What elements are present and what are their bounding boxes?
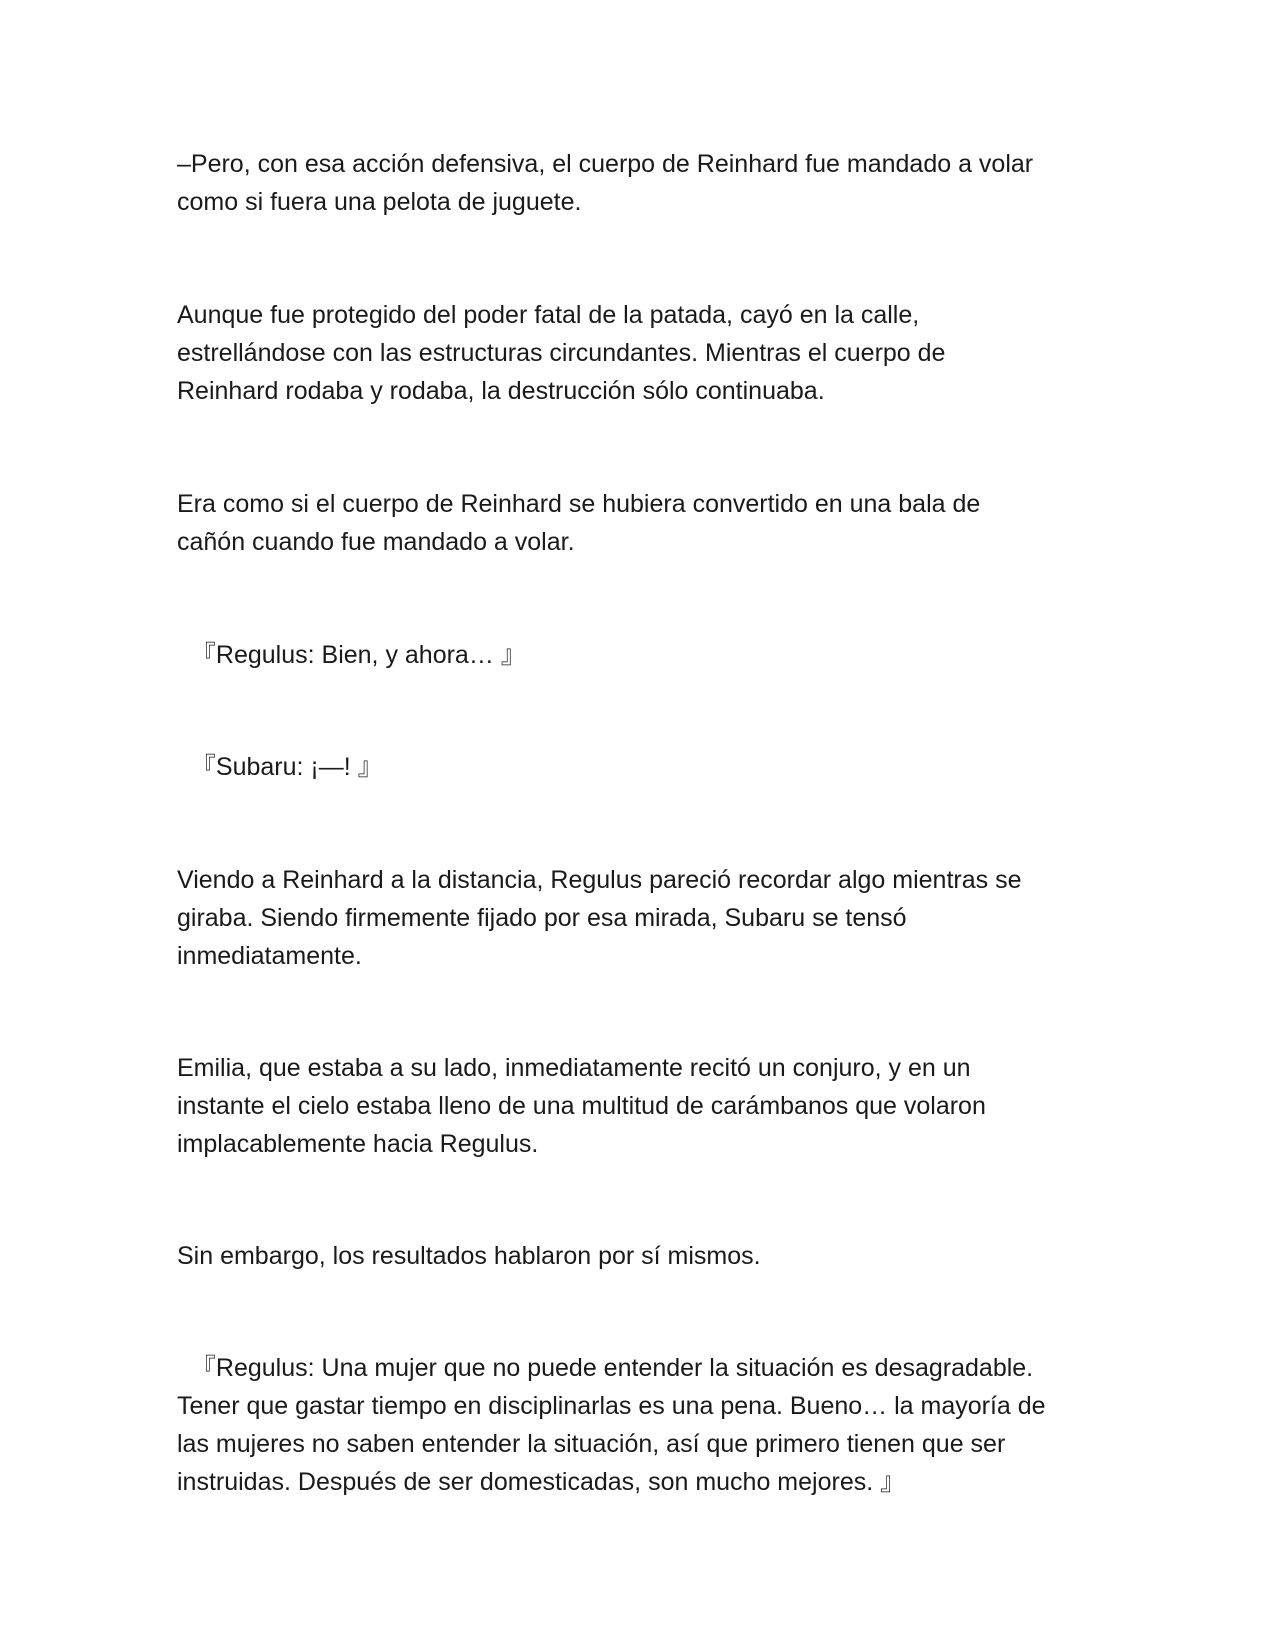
dialogue-regulus-2: 『Regulus: Una mujer que no puede entender la situación es desagradable. Tener que gastar tiempo en disciplinarlas es una pena. Bueno… la mayoría de las mujeres no saben entender la situación, así que primero tienen que ser instruidas. Después de ser domesticadas, son mucho mejores. 』 xyxy=(177,1354,1046,1496)
paragraph-3: Era como si el cuerpo de Reinhard se hubiera convertido en una bala de cañón cuando fue mandado a volar. xyxy=(177,490,981,556)
dialogue-subaru-1: 『Subaru: ¡—! 』 xyxy=(177,753,383,781)
dialogue-regulus-1: 『Regulus: Bien, y ahora… 』 xyxy=(177,641,526,669)
paragraph-2: Aunque fue protegido del poder fatal de la patada, cayó en la calle, estrellándose con las estructuras circundantes. Mientras el cuerpo de Reinhard rodaba y rodaba, la destrucción sólo continuaba. xyxy=(177,301,946,405)
paragraph-6: Sin embargo, los resultados hablaron por sí mismos. xyxy=(177,1242,761,1270)
paragraph-5: Emilia, que estaba a su lado, inmediatamente recitó un conjuro, y en un instante el cielo estaba lleno de una multitud de carámbanos que volaron implacablemente hacia Regulus. xyxy=(177,1054,986,1158)
paragraph-4: Viendo a Reinhard a la distancia, Regulus pareció recordar algo mientras se giraba. Siendo firmemente fijado por esa mirada, Subaru se tensó inmediatamente. xyxy=(177,866,1022,970)
paragraph-1: –Pero, con esa acción defensiva, el cuerpo de Reinhard fue mandado a volar como si fuera una pelota de juguete. xyxy=(177,150,1034,216)
